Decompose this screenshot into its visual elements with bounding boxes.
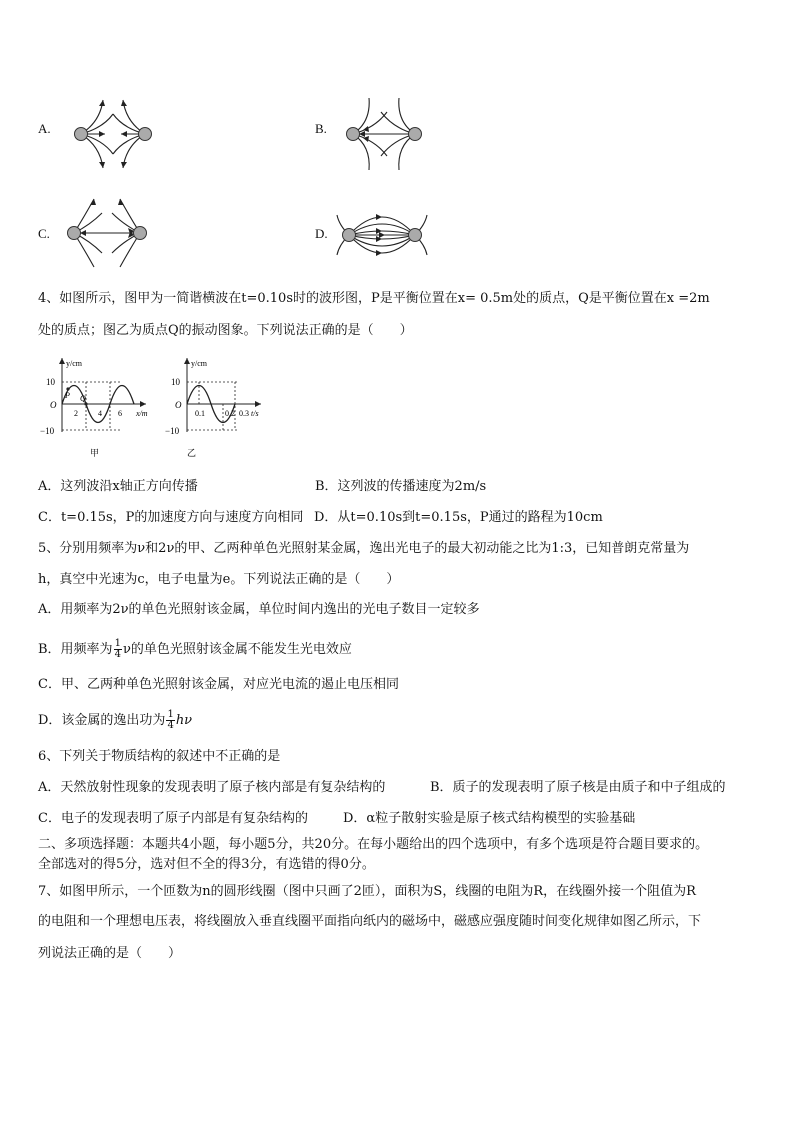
- q5-option-b: [38, 639, 352, 660]
- field-diagram-d: [335, 195, 435, 275]
- q5-option-d-numerator: 1: [167, 709, 174, 720]
- wave-graph-jia: [38, 352, 158, 464]
- q5-option-b-prefix: B．用频率为: [38, 642, 113, 657]
- vibration-graph-yi: [165, 352, 265, 464]
- q7-stem-line1: 7、如图甲所示，一个匝数为n的圆形线圈（图中只画了2匝），面积为S，线圈的电阻为R，在线圈外接一个阻值为R: [38, 884, 696, 899]
- jia-ytick-10: 10: [46, 377, 55, 387]
- q5-option-a: A．用频率为2ν的单色光照射该金属，单位时间内逸出的光电子数目一定较多: [38, 602, 480, 617]
- q5-option-d-denominator: 4: [167, 720, 174, 731]
- field-diagram-c: [60, 195, 160, 275]
- yi-ylabel: y/cm: [191, 359, 207, 368]
- jia-ylabel: y/cm: [66, 359, 82, 368]
- q5-option-b-suffix: ν的单色光照射该金属不能发生光电效应: [122, 642, 352, 657]
- field-diagram-a: [65, 92, 165, 172]
- option-a-label: A.: [38, 121, 51, 136]
- q5-option-b-numerator: 1: [114, 638, 121, 649]
- q5-option-d-suffix: hν: [175, 713, 193, 728]
- q5-stem-line2: h，真空中光速为c，电子电量为e。下列说法正确的是（ ）: [38, 572, 400, 587]
- q4-stem-line1: 4、如图所示，图甲为一简谐横波在t=0.10s时的波形图，P是平衡位置在x= 0.5m处的质点，Q是平衡位置在x =2m: [38, 291, 710, 306]
- option-c-label: C.: [38, 226, 50, 241]
- q4-option-a: A．这列波沿x轴正方向传播: [38, 479, 198, 494]
- q7-stem-line2: 的电阻和一个理想电压表，将线圈放入垂直线圈平面指向纸内的磁场中，磁感应强度随时间变化规律如图乙所示，下: [38, 914, 702, 929]
- yi-xlabel: t/s: [251, 409, 259, 418]
- section2-instructions-line1: 二、多项选择题：本题共4小题，每小题5分，共20分。在每小题给出的四个选项中，有多个选项是符合题目要求的。: [38, 837, 709, 852]
- q5-option-d-fraction: [166, 710, 174, 731]
- q6-option-c: C．电子的发现表明了原子内部是有复杂结构的: [38, 811, 308, 826]
- q4-option-c: C．t=0.15s，P的加速度方向与速度方向相同: [38, 510, 304, 525]
- jia-xtick-2: 2: [74, 409, 78, 418]
- q4-option-b: B．这列波的传播速度为2m/s: [315, 479, 487, 494]
- q4-stem-line2: 处的质点；图乙为质点Q的振动图象。下列说法正确的是（ ）: [38, 323, 413, 338]
- yi-origin: O: [175, 400, 182, 410]
- jia-point-p: P: [65, 391, 70, 400]
- section2-instructions-line2: 全部选对的得5分，选对但不全的得3分，有选错的得0分。: [38, 857, 375, 872]
- jia-ytick-neg10: −10: [40, 426, 55, 436]
- q5-option-c: C．甲、乙两种单色光照射该金属，对应光电流的遏止电压相同: [38, 677, 399, 692]
- q5-option-d: [38, 710, 192, 731]
- option-d-label: D.: [315, 226, 328, 241]
- q5-option-d-prefix: D．该金属的逸出功为: [38, 713, 166, 728]
- yi-xtick-03: 0.3: [239, 409, 249, 418]
- jia-xlabel: x/m: [136, 409, 148, 418]
- yi-caption: 乙: [187, 448, 197, 458]
- field-diagram-b: [335, 92, 435, 172]
- jia-origin: O: [50, 400, 57, 410]
- q7-stem-line3: 列说法正确的是（ ）: [38, 946, 182, 961]
- q6-option-a: A．天然放射性现象的发现表明了原子核内部是有复杂结构的: [38, 780, 386, 795]
- jia-xtick-4: 4: [98, 409, 102, 418]
- option-b-label: B.: [315, 121, 327, 136]
- yi-xtick-02: 0.2: [225, 409, 235, 418]
- q5-stem-line1: 5、分别用频率为ν和2ν的甲、乙两种单色光照射某金属，逸出光电子的最大初动能之比为1:3，已知普朗克常量为: [38, 541, 690, 556]
- q6-option-b: B．质子的发现表明了原子核是由质子和中子组成的: [430, 780, 726, 795]
- q4-option-d: D．从t=0.10s到t=0.15s，P通过的路程为10cm: [314, 510, 603, 525]
- yi-ytick-neg10: −10: [165, 426, 180, 436]
- yi-xtick-01: 0.1: [195, 409, 205, 418]
- jia-point-q: Q: [80, 394, 86, 403]
- q5-option-b-denominator: 4: [114, 649, 121, 660]
- q5-option-b-fraction: [114, 639, 122, 660]
- jia-caption: 甲: [90, 448, 100, 458]
- q6-stem: 6、下列关于物质结构的叙述中不正确的是: [38, 749, 281, 764]
- yi-ytick-10: 10: [171, 377, 180, 387]
- q6-option-d: D．α粒子散射实验是原子核式结构模型的实验基础: [343, 811, 636, 826]
- jia-xtick-6: 6: [118, 409, 122, 418]
